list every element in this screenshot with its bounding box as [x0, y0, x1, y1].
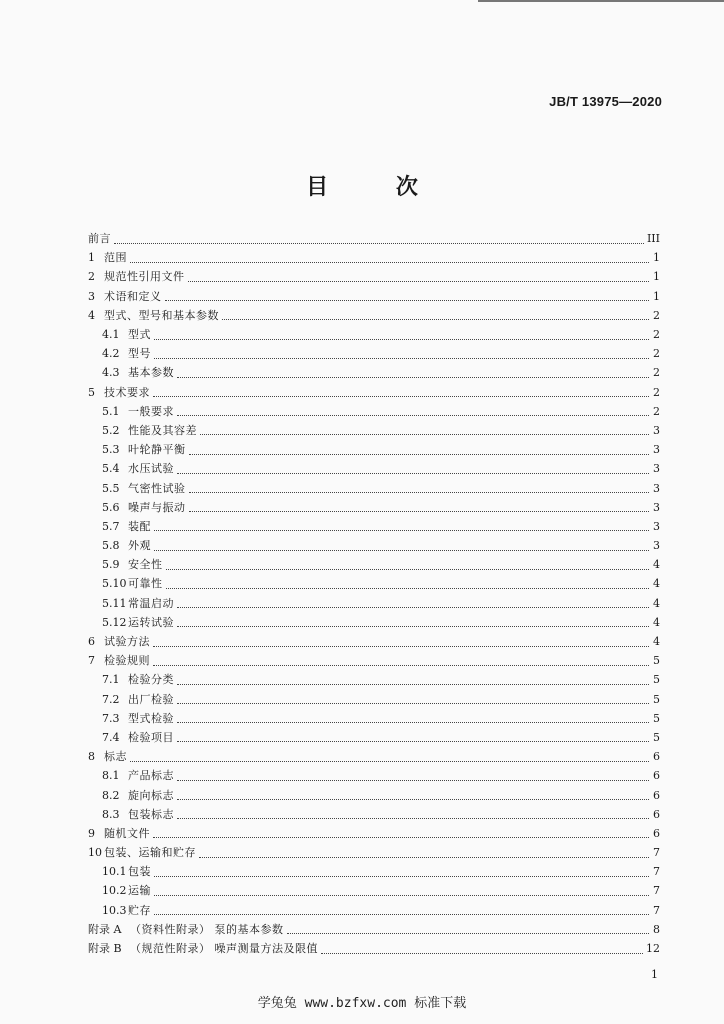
toc-dot-leader [154, 894, 649, 896]
toc-dot-leader [177, 683, 649, 685]
toc-dot-leader [166, 587, 650, 589]
toc-entry-title: 产品标志 [128, 769, 174, 783]
toc-dot-leader [153, 836, 649, 838]
toc-entry-title: 术语和定义 [104, 289, 162, 303]
top-rule [478, 0, 724, 2]
toc-entry[interactable] [88, 920, 660, 939]
toc-entry-title: 技术要求 [104, 385, 150, 399]
toc-entry-title: 标志 [104, 750, 127, 764]
toc-entry-title: 可靠性 [128, 577, 163, 591]
toc-entry-page: 4 [653, 635, 660, 649]
toc-entry-number: 10.2 [102, 884, 127, 898]
footer-watermark: 学兔兔 www.bzfxw.com 标准下载 [257, 996, 467, 1011]
toc-entry[interactable] [88, 287, 660, 306]
toc-dot-leader [177, 779, 649, 781]
toc-dot-leader [153, 645, 649, 647]
toc-title: 目 次 [306, 175, 448, 200]
toc-entry-title: 前言 [88, 232, 111, 246]
toc-entry-title: 包装、运输和贮存 [104, 846, 196, 860]
toc-entry[interactable] [88, 478, 660, 497]
toc-entry-number: 5.1 [102, 404, 120, 418]
toc-entry-title: 气密性试验 [128, 481, 186, 495]
toc-entry[interactable] [88, 632, 660, 651]
toc-dot-leader [177, 606, 649, 608]
toc-entry-number: 6 [88, 635, 95, 649]
toc-entry-page: 1 [653, 270, 660, 284]
toc-entry[interactable] [88, 901, 660, 920]
toc-entry-title: 基本参数 [128, 366, 174, 380]
toc-entry-page: 12 [646, 942, 660, 956]
toc-entry-page: 6 [653, 807, 660, 821]
toc-entry-number: 5.9 [102, 558, 120, 572]
toc-entry-page: 4 [653, 558, 660, 572]
toc-entry-number: 5.4 [102, 462, 120, 476]
toc-dot-leader [189, 491, 650, 493]
toc-entry[interactable] [88, 766, 660, 785]
toc-entry[interactable] [88, 440, 660, 459]
toc-entry-number: 8 [88, 750, 95, 764]
toc-entry-number: 5.3 [102, 443, 120, 457]
toc-entry[interactable] [88, 325, 660, 344]
toc-entry[interactable] [88, 824, 660, 843]
toc-entry[interactable] [88, 306, 660, 325]
toc-dot-leader [189, 510, 650, 512]
toc-entry-title: 外观 [128, 539, 151, 553]
toc-entry-page: 6 [653, 750, 660, 764]
toc-entry-page: 7 [653, 846, 660, 860]
toc-entry-number: 5.2 [102, 423, 120, 437]
toc-entry-title: 一般要求 [128, 404, 174, 418]
toc-entry-number: 10.3 [102, 903, 127, 917]
toc-entry-page: 5 [653, 692, 660, 706]
toc-entry[interactable] [88, 383, 660, 402]
toc-entry-page: 6 [653, 826, 660, 840]
toc-entry-number: 2 [88, 270, 95, 284]
toc-entry-page: 1 [653, 289, 660, 303]
toc-entry-page: 3 [653, 443, 660, 457]
toc-entry-title: 检验项目 [128, 730, 174, 744]
toc-entry[interactable] [88, 843, 660, 862]
toc-entry-title: 包装标志 [128, 807, 174, 821]
toc-entry[interactable] [88, 517, 660, 536]
toc-entry[interactable] [88, 709, 660, 728]
toc-entry-title: 型式、型号和基本参数 [104, 308, 219, 322]
toc-dot-leader [177, 472, 649, 474]
toc-entry[interactable] [88, 363, 660, 382]
toc-entry-title: 范围 [104, 251, 127, 265]
toc-entry-page: 5 [653, 730, 660, 744]
toc-entry[interactable] [88, 805, 660, 824]
toc-dot-leader [166, 568, 650, 570]
toc-entry-page: 2 [653, 347, 660, 361]
toc-dot-leader [165, 299, 650, 301]
toc-entry-number: 4 [88, 308, 95, 322]
toc-entry[interactable] [88, 536, 660, 555]
toc-entry[interactable] [88, 939, 660, 958]
toc-dot-leader [188, 280, 650, 282]
toc-entry[interactable] [88, 670, 660, 689]
toc-entry[interactable] [88, 747, 660, 766]
toc-entry-page: 2 [653, 404, 660, 418]
toc-entry-title: 性能及其容差 [128, 423, 197, 437]
toc-entry[interactable] [88, 344, 660, 363]
toc-entry-number: 9 [88, 826, 95, 840]
toc-entry[interactable] [88, 267, 660, 286]
toc-entry[interactable] [88, 785, 660, 804]
toc-entry-number: 8.1 [102, 769, 120, 783]
toc-dot-leader [153, 395, 649, 397]
toc-dot-leader [130, 261, 649, 263]
toc-entry-page: 6 [653, 788, 660, 802]
toc-entry-number: 5.10 [102, 577, 127, 591]
toc-entry-page: 4 [653, 615, 660, 629]
toc-entry-title: （规范性附录） 噪声测量方法及限值 [130, 942, 318, 956]
toc-entry-number: 8.2 [102, 788, 120, 802]
toc-entry-title: 叶轮静平衡 [128, 443, 186, 457]
toc-dot-leader [114, 242, 644, 244]
toc-entry-page: 4 [653, 577, 660, 591]
toc-entry-title: 型式检验 [128, 711, 174, 725]
toc-entry-number: 7.4 [102, 730, 120, 744]
toc-entry-title: 型号 [128, 347, 151, 361]
table-of-contents [88, 229, 660, 958]
toc-entry-title: （资料性附录） 泵的基本参数 [130, 922, 284, 936]
toc-entry[interactable] [88, 498, 660, 517]
toc-entry[interactable] [88, 728, 660, 747]
toc-entry-page: 8 [653, 922, 660, 936]
toc-dot-leader [287, 932, 650, 934]
toc-entry-title: 贮存 [128, 903, 151, 917]
toc-entry-page: 7 [653, 884, 660, 898]
toc-dot-leader [177, 740, 649, 742]
toc-dot-leader [321, 952, 643, 954]
toc-entry[interactable] [88, 594, 660, 613]
toc-entry[interactable] [88, 651, 660, 670]
toc-dot-leader [177, 702, 649, 704]
toc-entry-page: 5 [653, 673, 660, 687]
toc-entry[interactable] [88, 881, 660, 900]
toc-entry-number: 10 [88, 846, 102, 860]
document-code: JB/T 13975—2020 [549, 94, 662, 109]
toc-entry-page: 3 [653, 500, 660, 514]
toc-dot-leader [154, 529, 649, 531]
toc-entry-page: 7 [653, 903, 660, 917]
toc-entry-number: 附录 A [88, 922, 122, 936]
toc-entry-page: 7 [653, 865, 660, 879]
toc-entry-title: 安全性 [128, 558, 163, 572]
toc-dot-leader [154, 357, 649, 359]
toc-entry-title: 噪声与振动 [128, 500, 186, 514]
toc-entry-number: 5.12 [102, 615, 127, 629]
toc-dot-leader [177, 817, 649, 819]
toc-dot-leader [177, 414, 649, 416]
toc-entry-number: 7.3 [102, 711, 120, 725]
toc-dot-leader [177, 798, 649, 800]
toc-entry-page: 2 [653, 328, 660, 342]
toc-entry-page: III [646, 232, 660, 246]
toc-entry-title: 运输 [128, 884, 151, 898]
toc-entry-page: 2 [653, 308, 660, 322]
toc-dot-leader [154, 338, 649, 340]
toc-entry-number: 7.2 [102, 692, 120, 706]
toc-entry[interactable] [88, 613, 660, 632]
toc-dot-leader [177, 376, 649, 378]
toc-entry[interactable] [88, 555, 660, 574]
toc-entry-number: 5.6 [102, 500, 120, 514]
toc-entry-title: 装配 [128, 519, 151, 533]
toc-entry-title: 随机文件 [104, 826, 150, 840]
toc-entry[interactable] [88, 421, 660, 440]
toc-dot-leader [222, 318, 649, 320]
toc-entry-number: 1 [88, 251, 95, 265]
toc-dot-leader [177, 625, 649, 627]
toc-dot-leader [154, 913, 649, 915]
toc-entry-title: 规范性引用文件 [104, 270, 185, 284]
toc-entry-number: 7 [88, 654, 95, 668]
toc-entry[interactable] [88, 229, 660, 248]
toc-entry-page: 3 [653, 481, 660, 495]
toc-entry-title: 试验方法 [104, 635, 150, 649]
toc-entry-number: 5.5 [102, 481, 120, 495]
toc-dot-leader [200, 433, 649, 435]
toc-entry-page: 2 [653, 385, 660, 399]
toc-entry-page: 2 [653, 366, 660, 380]
toc-entry-number: 4.3 [102, 366, 120, 380]
toc-entry-title: 运转试验 [128, 615, 174, 629]
toc-dot-leader [154, 549, 649, 551]
toc-entry-title: 出厂检验 [128, 692, 174, 706]
toc-entry-page: 4 [653, 596, 660, 610]
toc-entry-title: 检验规则 [104, 654, 150, 668]
toc-entry-page: 3 [653, 519, 660, 533]
toc-entry-number: 10.1 [102, 865, 127, 879]
toc-entry-title: 型式 [128, 328, 151, 342]
toc-entry-title: 常温启动 [128, 596, 174, 610]
toc-entry-title: 水压试验 [128, 462, 174, 476]
toc-entry-number: 5.7 [102, 519, 120, 533]
toc-entry-number: 3 [88, 289, 95, 303]
toc-entry[interactable] [88, 248, 660, 267]
toc-entry-number: 8.3 [102, 807, 120, 821]
toc-entry-number: 5.11 [102, 596, 127, 610]
toc-dot-leader [130, 760, 649, 762]
toc-entry-page: 3 [653, 539, 660, 553]
toc-entry-page: 5 [653, 711, 660, 725]
toc-entry[interactable] [88, 402, 660, 421]
toc-entry-page: 5 [653, 654, 660, 668]
toc-entry-title: 包装 [128, 865, 151, 879]
page-number: 1 [651, 968, 658, 981]
toc-entry[interactable] [88, 574, 660, 593]
toc-entry-number: 附录 B [88, 942, 122, 956]
toc-entry-page: 6 [653, 769, 660, 783]
toc-dot-leader [177, 721, 649, 723]
toc-entry[interactable] [88, 459, 660, 478]
toc-entry-number: 4.2 [102, 347, 120, 361]
toc-dot-leader [189, 453, 650, 455]
toc-entry-page: 3 [653, 462, 660, 476]
toc-entry-number: 5 [88, 385, 95, 399]
toc-entry-number: 7.1 [102, 673, 120, 687]
toc-entry-page: 3 [653, 423, 660, 437]
toc-entry-page: 1 [653, 251, 660, 265]
toc-entry-number: 5.8 [102, 539, 120, 553]
toc-entry-title: 检验分类 [128, 673, 174, 687]
toc-entry-title: 旋向标志 [128, 788, 174, 802]
toc-entry[interactable] [88, 862, 660, 881]
toc-entry-number: 4.1 [102, 328, 120, 342]
toc-entry[interactable] [88, 690, 660, 709]
toc-dot-leader [154, 875, 649, 877]
toc-dot-leader [199, 856, 649, 858]
toc-dot-leader [153, 664, 649, 666]
